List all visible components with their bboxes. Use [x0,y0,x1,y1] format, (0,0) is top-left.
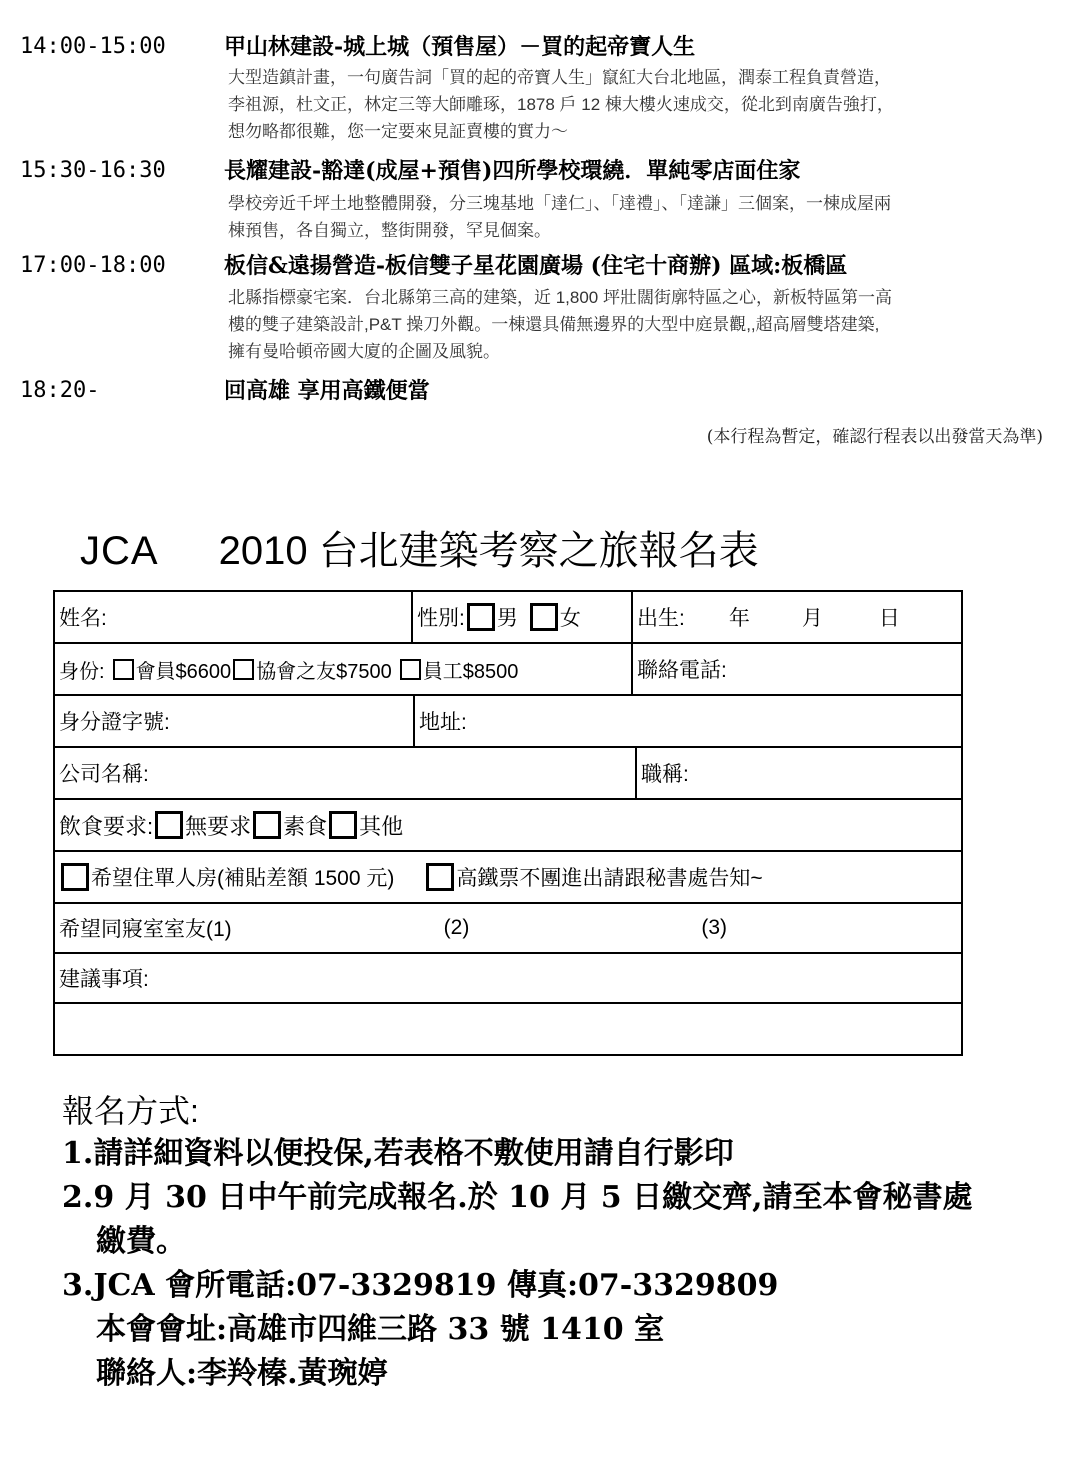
gender-female-label: 女 [559,607,581,630]
office-address: 本會會址:高雄市四維三路 33 號 1410 室 [96,1312,665,1347]
schedule-time-3: 17:00-18:00 [20,253,166,278]
schedule-desc-line: 李祖源，杜文正，林定三等大師雕琢，1878 戶 12 棟大樓火速成交，從北到南廣告強打， [228,95,894,114]
phone-field[interactable] [633,644,961,694]
job-title-label: 職稱: [641,763,689,786]
roommate-2-label: (2) [443,916,470,939]
form-row-blank[interactable] [55,1004,961,1054]
diet-none-label: 無要求 [185,813,252,839]
address-field[interactable] [415,696,961,746]
identity-friend-label: 協會之友$7500 [256,660,392,683]
roommates-field[interactable] [55,904,961,952]
diet-none-checkbox[interactable] [155,811,183,839]
schedule-title-3: 板信&遠揚營造-板信雙子星花園廣場 (住宅十商辦) 區域:板橋區 [224,253,848,279]
phone-label: 聯絡電話: [637,659,727,682]
gender-field [413,592,631,642]
hsr-ticket-checkbox[interactable] [426,863,454,891]
schedule-time-1: 14:00-15:00 [20,34,166,59]
schedule-desc-line: 棟預售，各自獨立，整街開發，罕見個案。 [228,221,551,240]
schedule-desc-line: 大型造鎮計畫，一句廣告詞「買的起的帝寶人生」竄紅大台北地區，潤泰工程負責營造， [228,68,891,87]
instruction-item-3: 3.JCA 會所電話:07-3329819 傳真:07-3329809 [62,1268,779,1303]
birth-label: 出生: [637,607,685,630]
schedule-time-4: 18:20- [20,378,100,403]
company-field[interactable] [55,748,635,798]
diet-veg-label: 素食 [283,813,328,839]
contact-person: 聯絡人:李羚榛.黃琬婷 [96,1356,388,1391]
schedule-desc-line: 樓的雙子建築設計,P&T 操刀外觀。一棟還具備無邊界的大型中庭景觀,,超高層雙塔建築, [228,315,880,334]
options-field [55,852,961,902]
org-name: JCA [80,529,159,573]
company-label: 公司名稱: [59,763,149,786]
schedule-desc-line: 學校旁近千坪土地整體開發，分三塊基地「達仁」、「達禮」、「達謙」三個案，一棟成屋兩 [228,194,891,213]
id-number-label: 身分證字號: [59,711,170,734]
form-row-suggestions [55,954,961,1004]
form-row-name [55,592,961,644]
schedule-desc-line: 擁有曼哈頓帝國大廈的企圖及風貌。 [228,342,500,361]
form-row-options [55,852,961,904]
diet-other-label: 其他 [359,813,404,839]
birth-field[interactable] [633,592,961,642]
gender-male-checkbox[interactable] [467,603,495,631]
form-row-company [55,748,961,800]
schedule-desc-line: 北縣指標豪宅案．台北縣第三高的建築，近 1,800 坪壯闊街廓特區之心，新板特區第一高 [228,288,892,307]
identity-staff-checkbox[interactable] [400,659,421,680]
birth-day-label: 日 [878,607,900,630]
name-field[interactable] [55,592,411,642]
identity-staff-label: 員工$8500 [422,660,519,683]
form-row-identity [55,644,961,696]
form-row-roommates [55,904,961,954]
schedule-desc-line: 想勿略都很難，您一定要來見証賣樓的實力～ [228,122,568,141]
single-room-checkbox[interactable] [61,863,89,891]
birth-year-label: 年 [728,607,750,630]
single-room-label: 希望住單人房(補貼差額 1500 元) [91,867,395,890]
form-title [80,525,759,577]
identity-friend-checkbox[interactable] [233,659,254,680]
suggestion-label: 建議事項: [59,968,149,991]
identity-member-checkbox[interactable] [113,659,134,680]
schedule-desc-3 [228,284,1048,365]
id-number-field[interactable] [55,696,413,746]
identity-member-label: 會員$6600 [135,660,232,683]
job-title-field[interactable] [637,748,961,798]
schedule-time-2: 15:30-16:30 [20,158,166,183]
diet-veg-checkbox[interactable] [253,811,281,839]
form-row-diet [55,800,961,852]
registration-form [53,590,963,1056]
identity-label: 身份: [59,660,105,683]
roommate-1-label: 希望同寢室室友(1) [59,918,232,941]
gender-male-label: 男 [496,607,518,630]
schedule-desc-1 [228,64,1048,145]
diet-label: 飲食要求: [59,813,154,839]
diet-other-checkbox[interactable] [329,811,357,839]
registration-instructions [62,1090,1042,1396]
instruction-item-1: 1.請詳細資料以便投保,若表格不敷使用請自行影印 [62,1136,734,1171]
hsr-ticket-label: 高鐵票不團進出請跟秘書處告知~ [456,867,763,890]
schedule-title-4: 回高雄 享用高鐵便當 [224,378,430,404]
schedule-desc-2 [228,190,1048,244]
instruction-item-2: 2.9 月 30 日中午前完成報名.於 10 月 5 日繳交齊,請至本會秘書處 [62,1180,973,1215]
schedule-note: (本行程為暫定，確認行程表以出發當天為準) [706,427,1043,447]
birth-month-label: 月 [801,607,823,630]
identity-field [55,644,631,694]
diet-field [55,800,961,850]
suggestion-field[interactable] [55,954,961,1002]
schedule-title-1: 甲山林建設-城上城（預售屋）－買的起帝寶人生 [224,34,696,60]
roommate-3-label: (3) [701,916,728,939]
gender-female-checkbox[interactable] [530,603,558,631]
address-label: 地址: [419,711,467,734]
form-row-id [55,696,961,748]
form-title-text: 2010 台北建築考察之旅報名表 [218,529,759,573]
name-label: 姓名: [59,607,107,630]
schedule-title-2: 長耀建設-豁達(成屋+預售)四所學校環繞．單純零店面住家 [224,158,801,184]
instructions-heading: 報名方式: [62,1093,199,1129]
instruction-item-2-cont: 繳費。 [96,1224,186,1259]
gender-label: 性別: [417,607,465,630]
